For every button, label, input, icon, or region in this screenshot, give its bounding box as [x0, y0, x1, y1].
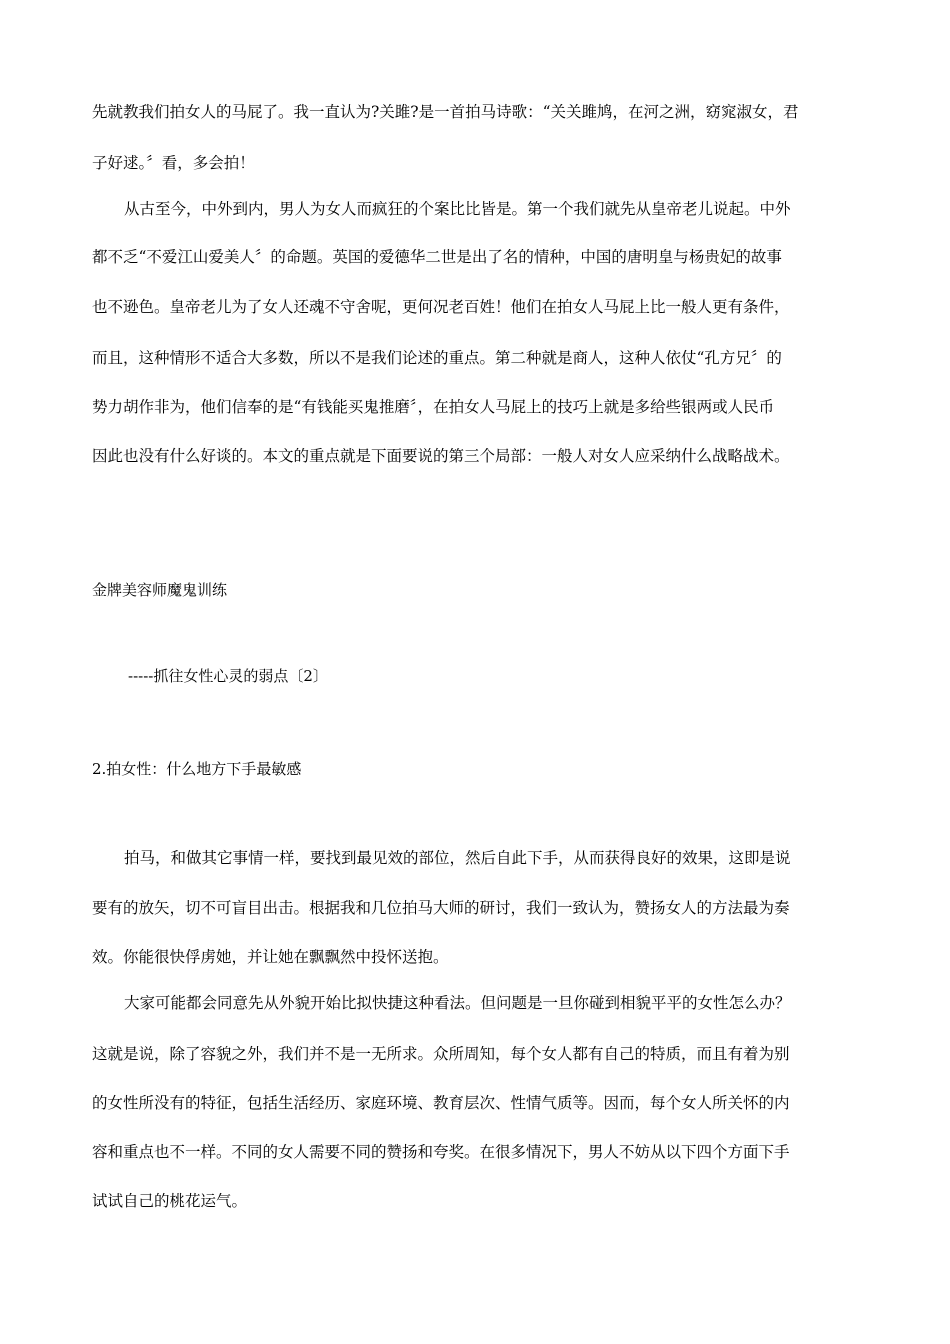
paragraph-line: 效。你能很快俘虏她，并让她在飘飘然中投怀送抱。: [92, 948, 449, 966]
paragraph-line: 这就是说，除了容貌之外，我们并不是一无所求。众所周知，每个女人都有自己的特质，而且有着为别: [92, 1045, 790, 1063]
paragraph-line: 的女性所没有的特征，包括生活经历、家庭环境、教育层次、性情气质等。因而，每个女人所关怀的内: [92, 1094, 790, 1112]
heading-title: 金牌美容师魔鬼训练: [92, 581, 228, 599]
paragraph-line: 先就教我们拍女人的马屁了。我一直认为?关雎?是一首拍马诗歌：“关关雎鸠，在河之洲，窈窕淑女，君: [92, 103, 799, 121]
paragraph-line: 试试自己的桃花运气。: [92, 1192, 248, 1210]
paragraph-line: 也不逊色。皇帝老儿为了女人还魂不守舍呢，更何况老百姓！他们在拍女人马屁上比一般人更有条件，: [92, 298, 790, 316]
paragraph-line: 要有的放矢，切不可盲目出击。根据我和几位拍马大师的研讨，我们一致认为，赞扬女人的方法最为奏: [92, 899, 790, 917]
paragraph-line: 从古至今，中外到内，男人为女人而疯狂的个案比比皆是。第一个我们就先从皇帝老儿说起。中外: [124, 200, 791, 218]
paragraph-line: 都不乏“不爱江山爱美人〞的命题。英国的爱德华二世是出了名的情种，中国的唐明皇与杨贵妃的故事: [92, 248, 782, 266]
paragraph-line: 大家可能都会同意先从外貌开始比拟快捷这种看法。但问题是一旦你碰到相貌平平的女性怎么办？: [124, 994, 791, 1012]
paragraph-line: 势力胡作非为，他们信奉的是“有钱能买鬼推磨〞，在拍女人马屁上的技巧上就是多给些银两或人民币: [92, 398, 775, 416]
section-heading: 2.拍女性：什么地方下手最敏感: [92, 760, 302, 778]
paragraph-line: 子好逑。〞看，多会拍！: [92, 154, 255, 172]
paragraph-line: 因此也没有什么好谈的。本文的重点就是下面要说的第三个局部：一般人对女人应采纳什么战略战术。: [92, 447, 790, 465]
heading-subtitle: -----抓往女性心灵的弱点〔2〕: [128, 667, 328, 685]
paragraph-line: 容和重点也不一样。不同的女人需要不同的赞扬和夸奖。在很多情况下，男人不妨从以下四个方面下手: [92, 1143, 790, 1161]
paragraph-line: 拍马，和做其它事情一样，要找到最见效的部位，然后自此下手，从而获得良好的效果，这即是说: [124, 849, 791, 867]
paragraph-line: 而且，这种情形不适合大多数，所以不是我们论述的重点。第二种就是商人，这种人依仗“孔方兄〞的: [92, 349, 782, 367]
